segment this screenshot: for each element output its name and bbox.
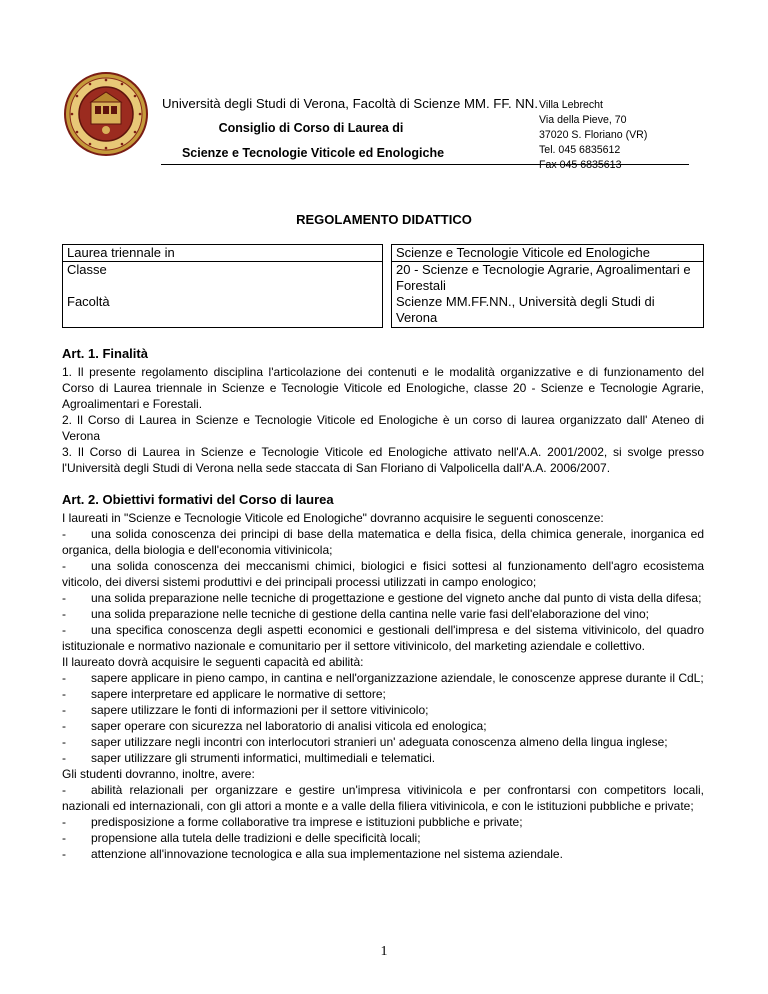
page-number: 1 <box>380 944 388 959</box>
table-cell-value: Scienze e Tecnologie Viticole ed Enologiche <box>392 245 704 262</box>
paragraph: 3. Il Corso di Laurea in Scienze e Tecnologie Viticole ed Enologiche attivato nell'A.A. 2001/2002, si svolge presso l'Università degli Studi di Verona nella sede staccata di San Floriano di Valpolicella dall'A.A. 2006/2007. <box>62 445 704 475</box>
article-1 <box>62 346 704 476</box>
university-line: Università degli Studi di Verona, Facoltà di Scienze MM. FF. NN. <box>162 96 538 111</box>
article-2-title: Art. 2. Obiettivi formativi del Corso di laurea <box>62 492 334 507</box>
address-line: 37020 S. Floriano (VR) <box>539 129 648 141</box>
table-row <box>63 262 704 295</box>
fax-line: Fax 045 6835613 <box>539 159 622 171</box>
list-item: - una solida conoscenza dei principi di base della matematica e della fisica, della chimica generale, inorganica ed organica, della biologia e dell'economia vitivinicola; <box>62 527 704 557</box>
list-item: - una specifica conoscenza degli aspetti economici e gestionali dell'impresa e del sistema vitivinicolo, del quadro istituzionale e normativo nazionale e comunitario per il settore vitivinicolo, del marketing aziendale e collettivo. <box>62 623 704 653</box>
council-line-1: Consiglio di Corso di Laurea di <box>218 121 404 135</box>
list-item: - saper utilizzare gli strumenti informatici, multimediali e telematici. <box>62 751 436 765</box>
table-cell-label: Classe <box>63 262 383 295</box>
list-item: - una solida preparazione nelle tecniche di gestione della cantina nelle varie fasi dell'elaborazione del vino; <box>62 607 649 621</box>
paragraph: I laureati in "Scienze e Tecnologie Viticole ed Enologiche" dovranno acquisire le seguenti conoscenze: <box>62 511 604 525</box>
address-block <box>539 98 647 173</box>
list-item: - predisposizione a forme collaborative tra imprese e istituzioni pubbliche e private; <box>62 815 523 829</box>
list-item: - saper utilizzare negli incontri con interlocutori stranieri un' adeguata conoscenza almeno della lingua inglese; <box>62 735 668 749</box>
course-info-table <box>62 244 704 328</box>
paragraph: Gli studenti dovranno, inoltre, avere: <box>62 767 255 781</box>
table-cell-label: Facoltà <box>63 294 383 328</box>
document-title: REGOLAMENTO DIDATTICO <box>296 212 472 227</box>
university-seal-logo <box>64 72 148 156</box>
address-line: Via della Pieve, 70 <box>539 114 627 126</box>
list-item: - attenzione all'innovazione tecnologica e alla sua implementazione nel sistema aziendale. <box>62 847 563 861</box>
list-item: - una solida preparazione nelle tecniche di progettazione e gestione del vigneto anche dal punto di vista della difesa; <box>62 591 702 605</box>
list-item: - sapere utilizzare le fonti di informazioni per il settore vitivinicolo; <box>62 703 429 717</box>
article-1-title: Art. 1. Finalità <box>62 346 148 361</box>
table-cell-label: Laurea triennale in <box>63 245 383 262</box>
address-line: Villa Lebrecht <box>539 99 603 111</box>
list-item: - saper operare con sicurezza nel laboratorio di analisi viticola ed enologica; <box>62 719 487 733</box>
paragraph: 2. Il Corso di Laurea in Scienze e Tecnologie Viticole ed Enologiche è un corso di laurea organizzato dall' Ateneo di Verona <box>62 413 704 443</box>
paragraph: 1. Il presente regolamento disciplina l'articolazione dei contenuti e le modalità organizzative e di funzionamento del Corso di Laurea triennale in Scienze e Tecnologie Viticole ed Enologiche, classe 20 - Scienze e Tecnologie Agrarie, Agroalimentari e Forestali. <box>62 365 704 411</box>
table-cell-value: 20 - Scienze e Tecnologie Agrarie, Agroalimentari e Forestali <box>392 262 704 295</box>
council-line-2: Scienze e Tecnologie Viticole ed Enologiche <box>181 146 445 160</box>
list-item: - sapere applicare in pieno campo, in cantina e nell'organizzazione aziendale, le conoscenze apprese durante il CdL; <box>62 671 704 685</box>
list-item: - una solida conoscenza dei meccanismi chimici, biologici e fisici sottesi al funzionamento dell'agro ecosistema viticolo, dei diversi sistemi produttivi e dei principali processi utilizzati in campo enologico; <box>62 559 704 589</box>
table-row <box>63 294 704 328</box>
header-divider <box>161 164 689 165</box>
table-cell-value: Scienze MM.FF.NN., Università degli Studi di Verona <box>392 294 704 328</box>
list-item: - sapere interpretare ed applicare le normative di settore; <box>62 687 386 701</box>
phone-line: Tel. 045 6835612 <box>539 144 621 156</box>
table-row <box>63 245 704 262</box>
list-item: - propensione alla tutela delle tradizioni e delle specificità locali; <box>62 831 421 845</box>
article-2 <box>62 492 704 862</box>
paragraph: Il laureato dovrà acquisire le seguenti capacità ed abilità: <box>62 655 364 669</box>
list-item: - abilità relazionali per organizzare e gestire un'impresa vitivinicola e per confrontarsi con competitors locali, nazionali ed internazionali, con gli attori a monte e a valle della filiera vitivinicola, e con le istituzioni pubbliche e private; <box>62 783 704 813</box>
